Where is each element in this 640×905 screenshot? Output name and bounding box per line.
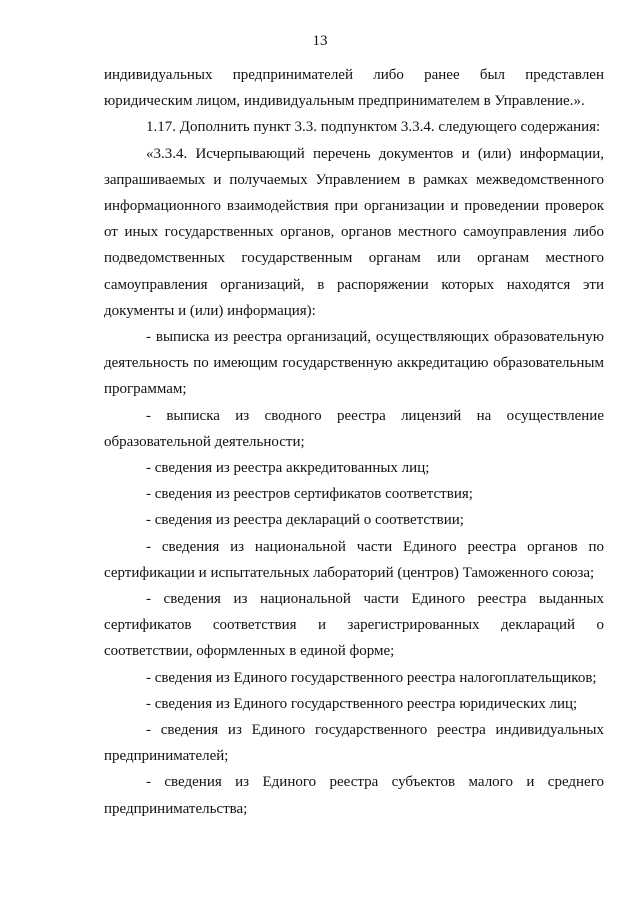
- paragraph-continuation: индивидуальных предпринимателей либо ранее был представлен юридическим лицом, индивидуальным предпринимателем в Управление.».: [104, 67, 604, 110]
- list-item: - сведения из национальной части Единого реестра органов по сертификации и испытательных лабораторий (центров) Таможенного союза;: [104, 538, 604, 581]
- list-item: - сведения из реестров сертификатов соответствия;: [146, 486, 473, 503]
- list-item: - сведения из реестра деклараций о соответствии;: [146, 512, 464, 529]
- document-body: [104, 62, 604, 822]
- paragraph-subitem-3-3-4: «3.3.4. Исчерпывающий перечень документов и (или) информации, запрашиваемых и получаемых Управлением в рамках межведомственного информационного взаимодействия при организации и проведении проверок от иных государственных органов, органов местного самоуправления либо подведомственных государственным органам или органам местного самоуправления организаций, в распоряжении которых находятся эти документы и (или) информация):: [104, 145, 604, 319]
- list-item: - выписка из сводного реестра лицензий на осуществление образовательной деятельности;: [104, 407, 604, 450]
- list-item: - сведения из Единого реестра субъектов малого и среднего предпринимательства;: [104, 774, 604, 817]
- paragraph-amendment: 1.17. Дополнить пункт 3.3. подпунктом 3.3.4. следующего содержания:: [146, 119, 601, 136]
- list-item: - выписка из реестра организаций, осуществляющих образовательную деятельность по имеющим государственную аккредитацию образовательным программам;: [104, 329, 604, 398]
- page-number: 13: [312, 33, 328, 49]
- list-item: - сведения из Единого государственного реестра индивидуальных предпринимателей;: [104, 722, 604, 765]
- list-item: - сведения из реестра аккредитованных лиц;: [146, 460, 430, 477]
- list-item: - сведения из Единого государственного реестра налогоплательщиков;: [146, 669, 597, 686]
- list-item: - сведения из национальной части Единого реестра выданных сертификатов соответствия и зарегистрированных деклараций о соответствии, оформленных в единой форме;: [104, 591, 604, 660]
- list-item: - сведения из Единого государственного реестра юридических лиц;: [146, 695, 578, 712]
